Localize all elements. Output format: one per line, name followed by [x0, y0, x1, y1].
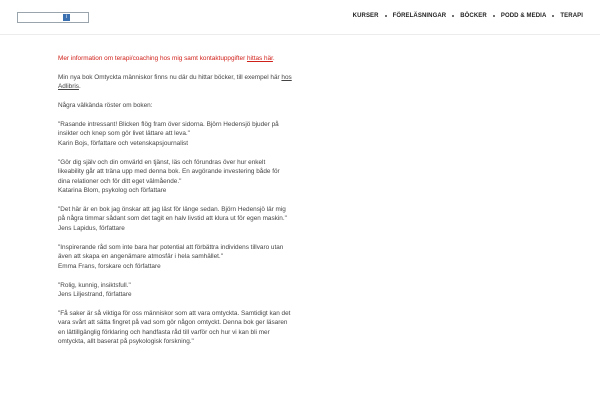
quote-line: på några timmar sådant som det tagit en halv livstid att klura ut för egen maskin." — [58, 215, 287, 223]
quote-line: "Få saker är så viktiga för oss människor som att vara omtyckta. Samtidigt kan det — [58, 309, 291, 317]
quote-author: Emma Frans, forskare och författare — [58, 262, 161, 270]
quote-author: Jens Lapidus, författare — [58, 224, 125, 232]
quote-line: dina relationer och för ditt eget välmående." — [58, 177, 182, 185]
nav-kurser[interactable]: KURSER — [352, 13, 379, 19]
quote-line: "Rolig, kunnig, insiktsfull." — [58, 281, 131, 289]
quote-author: Katarina Blom, psykolog och författare — [58, 187, 167, 195]
nav-terapi[interactable]: TERAPI — [560, 13, 583, 19]
site-logo[interactable] — [17, 12, 89, 23]
nav-bocker[interactable]: BÖCKER — [460, 13, 487, 19]
quote-author: Jens Liljestrand, författare — [58, 291, 132, 299]
quote-line: "Det här är en bok jag önskar att jag läst för länge sedan. Björn Hedensjö lär mig — [58, 205, 286, 213]
quote-author: Karin Bojs, författare och vetenskapsjournalist — [58, 139, 189, 147]
book-end: . — [78, 83, 81, 91]
logo-icon: i — [63, 14, 70, 21]
quote-block — [58, 281, 298, 300]
quote-line: "Gör dig själv och din omvärld en tjänst, läs och förundras över hur enkelt — [58, 158, 266, 166]
voices-heading: Några välkända röster om boken: — [58, 102, 153, 110]
site-header — [0, 0, 600, 35]
quote-line: "Inspirerande råd som inte bara har potential att förbättra individens tillvaro utan — [58, 243, 284, 251]
quote-block — [58, 120, 298, 149]
book-text: Min nya bok Omtyckta människor finns nu där du hittar böcker, till exempel här — [58, 73, 282, 81]
info-text: Mer information om terapi/coaching hos mig samt kontaktuppgifter — [58, 55, 247, 62]
nav-separator — [385, 15, 387, 17]
info-end: . — [272, 55, 275, 62]
quote-line: omtyckta, allt baserat på psykologisk forskning." — [58, 338, 194, 346]
quote-block — [58, 243, 298, 272]
article-content — [58, 54, 298, 356]
nav-separator — [452, 15, 454, 17]
quote-line: insikter och knep som gör livet lättare att leva." — [58, 130, 190, 138]
quote-line: likeability går att träna upp med denna bok. En avgörande investering både för — [58, 168, 280, 176]
nav-podd-media[interactable]: PODD & MEDIA — [500, 13, 547, 19]
quote-block — [58, 309, 298, 347]
nav-forelasningar[interactable]: FÖRELÄSNINGAR — [392, 13, 447, 19]
quote-line: vara svårt att sätta fingret på vad som gör någon omtyckt. Denna bok ger läsaren — [58, 319, 288, 327]
quote-line: "Rasande intressant! Blicken flög fram över sidorna. Björn Hedensjö bjuder på — [58, 120, 279, 128]
main-nav — [353, 13, 583, 19]
quote-block — [58, 158, 298, 196]
adlibris-link[interactable]: hos Adlibris — [58, 73, 292, 91]
nav-separator — [552, 15, 554, 17]
nav-separator — [493, 15, 495, 17]
quote-line: även att skapa en angenämare atmosfär i hela samhället." — [58, 253, 223, 261]
book-paragraph — [58, 73, 298, 92]
info-paragraph — [58, 54, 298, 64]
quote-line: en lättillgänglig förklaring och handfasta råd till varför och hur vi kan bli mer — [58, 328, 270, 336]
contact-link[interactable]: hittas här — [246, 55, 273, 62]
quote-block — [58, 205, 298, 234]
